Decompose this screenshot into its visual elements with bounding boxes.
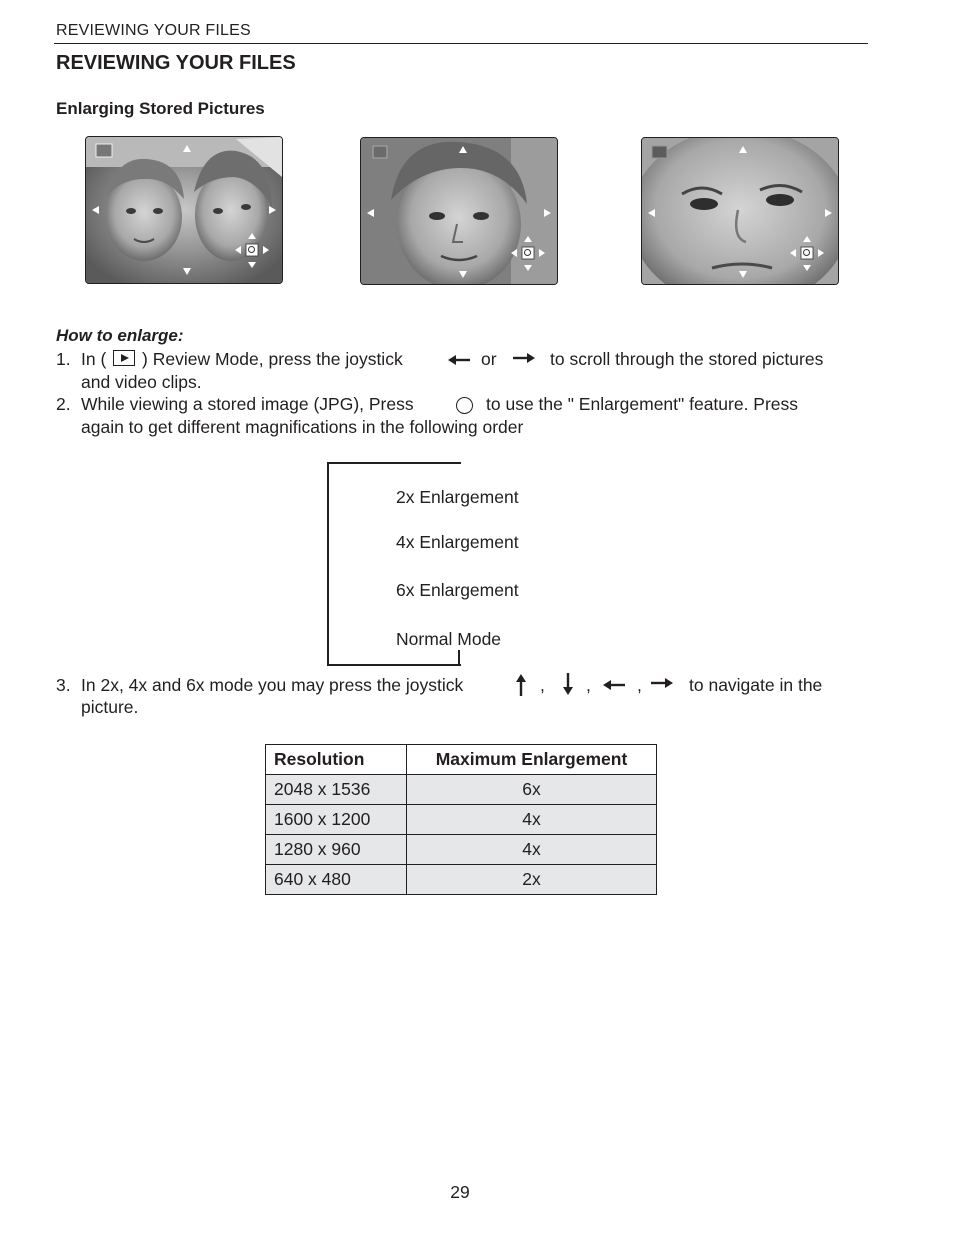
joystick-up-icon	[516, 674, 526, 696]
how-to-heading: How to enlarge:	[56, 326, 184, 345]
cycle-item-2x: 2x Enlargement	[396, 487, 519, 507]
table-row	[266, 805, 657, 835]
step2-text-a: While viewing a stored image (JPG), Press	[81, 394, 414, 414]
joystick-left-icon-2	[603, 680, 625, 690]
step1-text-c: to scroll through the stored pictures	[550, 349, 824, 369]
section-title: Enlarging Stored Pictures	[56, 99, 265, 118]
step1-line2: and video clips.	[81, 372, 202, 392]
table-row	[266, 775, 657, 805]
cell-resolution: 2048 x 1536	[266, 775, 407, 805]
play-mode-icon	[113, 350, 135, 366]
step1-line1	[81, 348, 403, 371]
step1-text-b: ) Review Mode, press the joystick	[142, 349, 403, 369]
step1-number: 1.	[56, 349, 71, 369]
step3-sep-1: ,	[540, 675, 545, 695]
step2-number: 2.	[56, 394, 71, 414]
step3-line2: picture.	[81, 697, 139, 717]
cycle-bracket-tick	[458, 650, 460, 666]
step1-or: or	[481, 349, 497, 369]
cell-enlargement: 2x	[407, 865, 657, 895]
step2-line2: again to get different magnifications in the following order	[81, 417, 524, 437]
table-row	[266, 835, 657, 865]
enlarge-button-icon	[456, 397, 473, 414]
col-header-max-enlargement: Maximum Enlargement	[407, 745, 657, 775]
cycle-item-4x: 4x Enlargement	[396, 532, 519, 552]
step3-number: 3.	[56, 675, 71, 695]
cell-resolution: 1600 x 1200	[266, 805, 407, 835]
joystick-right-icon-2	[651, 678, 673, 688]
cell-enlargement: 4x	[407, 835, 657, 865]
cycle-item-6x: 6x Enlargement	[396, 580, 519, 600]
table-header-row	[266, 745, 657, 775]
step3-sep-3: ,	[637, 675, 642, 695]
cycle-bracket-top	[327, 462, 461, 464]
photo-6x-enlarged	[641, 137, 839, 285]
resolution-table	[265, 744, 657, 895]
step2-text-b: to use the " Enlargement" feature. Press	[486, 394, 799, 414]
table-row	[266, 865, 657, 895]
cell-enlargement: 4x	[407, 805, 657, 835]
cycle-item-normal: Normal Mode	[396, 629, 502, 649]
header-divider	[54, 43, 868, 44]
cycle-bracket-bottom	[327, 664, 461, 666]
col-header-resolution: Resolution	[266, 745, 407, 775]
joystick-right-icon	[513, 353, 535, 363]
joystick-down-icon	[563, 673, 573, 695]
page-title: REVIEWING YOUR FILES	[56, 52, 296, 74]
step3-text-a: In 2x, 4x and 6x mode you may press the joystick	[81, 675, 464, 695]
cell-resolution: 1280 x 960	[266, 835, 407, 865]
step3-text-b: to navigate in the	[689, 675, 823, 695]
page-number: 29	[450, 1182, 470, 1202]
running-header: REVIEWING YOUR FILES	[56, 22, 251, 39]
cell-resolution: 640 x 480	[266, 865, 407, 895]
photo-2x-enlarged	[360, 137, 558, 285]
cell-enlargement: 6x	[407, 775, 657, 805]
joystick-left-icon	[448, 355, 470, 365]
step1-text-a: In (	[81, 349, 107, 369]
photo-normal-view	[85, 136, 283, 284]
step3-sep-2: ,	[586, 675, 591, 695]
cycle-bracket-left	[327, 462, 329, 666]
